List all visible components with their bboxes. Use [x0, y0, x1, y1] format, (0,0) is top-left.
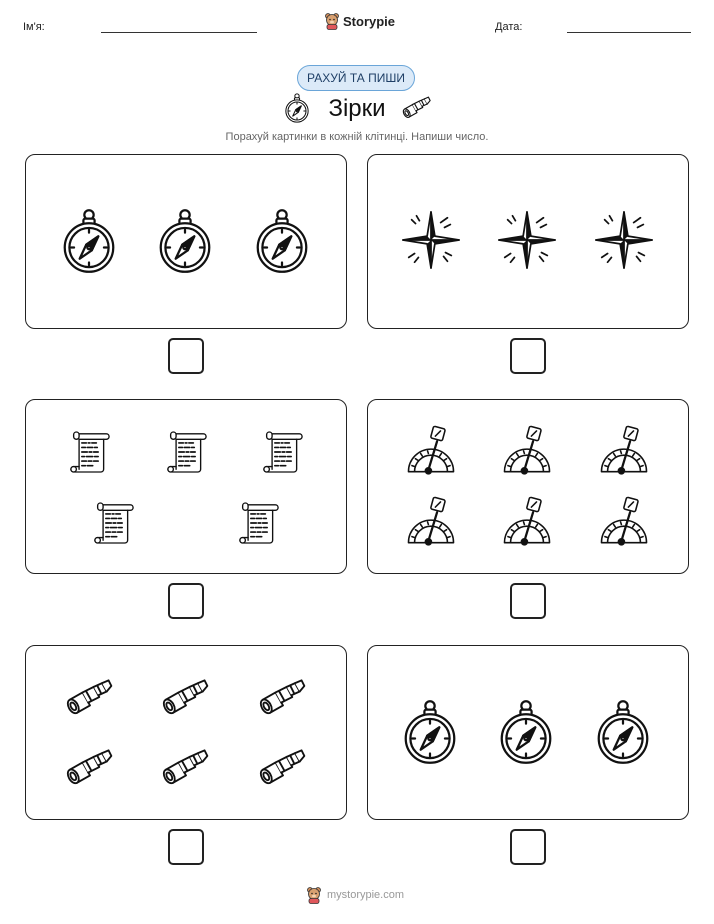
- compass-icon: [157, 208, 213, 274]
- date-label: Дата:: [495, 21, 523, 33]
- sextant-icon: [502, 424, 552, 476]
- scroll-icon: [167, 429, 207, 475]
- bear-mascot-icon: [324, 12, 340, 30]
- compass-icon: [61, 208, 117, 274]
- compass-icon: [498, 699, 554, 765]
- sextant-icon: [599, 424, 649, 476]
- telescope-icon: [257, 749, 309, 787]
- telescope-icon: [160, 749, 212, 787]
- telescope-icon: [64, 679, 116, 717]
- telescope-icon: [257, 679, 309, 717]
- answer-box-2[interactable]: [510, 338, 546, 374]
- footer-site: mystorypie.com: [327, 889, 405, 901]
- brand-logo: [324, 12, 395, 30]
- telescope-icon: [401, 96, 433, 120]
- counting-card-3: [25, 399, 347, 574]
- star-icon: [402, 211, 460, 269]
- answer-box-3[interactable]: [168, 583, 204, 619]
- name-line[interactable]: [101, 32, 257, 33]
- scroll-icon: [263, 429, 303, 475]
- sextant-icon: [502, 495, 552, 547]
- counting-card-2: [367, 154, 689, 329]
- compass-icon: [402, 699, 458, 765]
- sextant-icon: [406, 424, 456, 476]
- name-label: Ім'я:: [23, 21, 45, 33]
- footer: [306, 886, 404, 904]
- telescope-icon: [160, 679, 212, 717]
- star-icon: [498, 211, 556, 269]
- compass-icon: [254, 208, 310, 274]
- answer-box-4[interactable]: [510, 583, 546, 619]
- instructions: Порахуй картинки в кожній клітинці. Напиши число.: [225, 131, 489, 143]
- telescope-icon: [64, 749, 116, 787]
- activity-badge: РАХУЙ ТА ПИШИ: [297, 65, 415, 91]
- bear-mascot-icon: [306, 886, 322, 904]
- answer-box-6[interactable]: [510, 829, 546, 865]
- star-icon: [595, 211, 653, 269]
- answer-box-1[interactable]: [168, 338, 204, 374]
- scroll-icon: [239, 500, 279, 546]
- compass-icon: [595, 699, 651, 765]
- sextant-icon: [406, 495, 456, 547]
- answer-box-5[interactable]: [168, 829, 204, 865]
- counting-card-5: [25, 645, 347, 820]
- scroll-icon: [70, 429, 110, 475]
- sextant-icon: [599, 495, 649, 547]
- date-line[interactable]: [567, 32, 691, 33]
- counting-card-6: [367, 645, 689, 820]
- counting-card-1: [25, 154, 347, 329]
- brand-name: Storypie: [343, 13, 396, 29]
- scroll-icon: [94, 500, 134, 546]
- worksheet-title: Зірки: [328, 95, 386, 122]
- counting-card-4: [367, 399, 689, 574]
